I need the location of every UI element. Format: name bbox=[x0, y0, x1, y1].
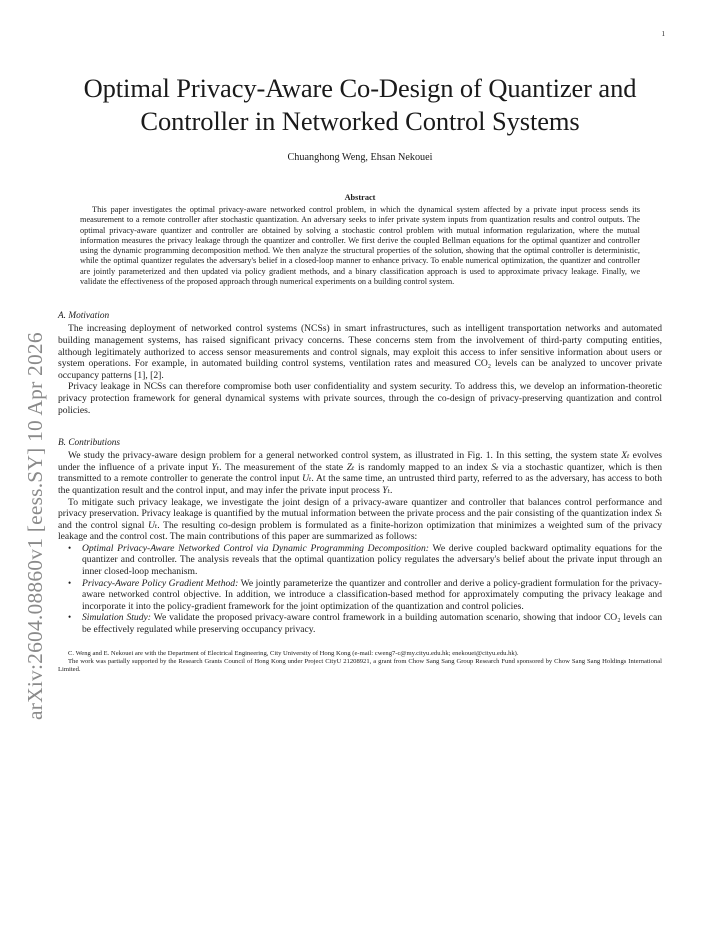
footnote-affiliation: C. Weng and E. Nekouei are with the Department of Electrical Engineering, City University of Hong Kong (e-mail: cweng7-c@my.cityu.edu.hk; enekouei@cityu.edu.hk). bbox=[68, 649, 519, 657]
arxiv-identifier-stamp: arXiv:2604.08860v1 [eess.SY] 10 Apr 2026 bbox=[23, 332, 47, 720]
math-u-t: Uₜ bbox=[148, 519, 158, 531]
list-item bbox=[68, 542, 662, 578]
title-line-1: Optimal Privacy-Aware Co-Design of Quantizer and bbox=[83, 73, 637, 103]
motivation-paragraph-2: Privacy leakage in NCSs can therefore compromise both user confidentiality and system security. To address this, we develop an information-theoretic privacy protection framework for general dynamical systems with private sources, through the co-design of privacy-preserving quantization and control policies. bbox=[58, 381, 662, 416]
bullet-icon: • bbox=[68, 612, 72, 623]
math-z-t: Zₜ bbox=[346, 461, 355, 473]
math-x-t: Xₜ bbox=[621, 450, 630, 462]
paper-content bbox=[58, 0, 662, 674]
math-s-t: Sₜ bbox=[654, 508, 662, 520]
text-run: is randomly mapped to an index bbox=[354, 461, 492, 473]
abstract-text: This paper investigates the optimal privacy-aware networked control problem, in which the dynamical system affected by a private input process sends its measurement to a remote controller after stochastic quantization. An adversary seeks to infer private system inputs from quantization results and control outputs. The optimal privacy-aware quantizer and controller are obtained by solving a stochastic control problem with mutual information regularization, where the mutual information measures the privacy leakage through the quantizer and controller. We first derive the coupled Bellman equations for the optimal quantizer and controller using the dynamic programming decomposition method. We then analyze the structural properties of the solution, showing that the optimal controller is deterministic, while the optimal quantizer regulates the adversary's belief in a closed-loop manner to enhance privacy. To enable numerical optimization, the quantizer and controller are jointly parameterized and then updated via policy gradient methods, and a binary classification approach is used to approximate privacy leakage. Finally, we validate the effectiveness of the proposed approach through numerical experiments on a building control system. bbox=[80, 205, 640, 287]
abstract bbox=[80, 193, 640, 287]
contributions-paragraph-1 bbox=[58, 450, 662, 496]
title-line-2: Controller in Networked Control Systems bbox=[140, 106, 580, 136]
contribution-text: We validate the proposed privacy-aware control framework in a building automation scenario, showing that indoor CO₂ levels can be effectively regulated while preserving occupancy privacy. bbox=[82, 612, 662, 636]
motivation-paragraph-1: The increasing deployment of networked control systems (NCSs) in smart infrastructures, such as intelligent transportation networks and automated building management systems, has raised significant privacy concerns. These concerns stem from the involvement of third-party computing entities, although legitimately authorized to access sensor measurements and control signals, may exploit this access to infer sensitive information about users or system operations. For example, in automated building control systems, ventilation rates and measured CO₂ levels can be analyzed to uncover private occupancy patterns [1], [2]. bbox=[58, 323, 662, 381]
list-item bbox=[68, 577, 663, 613]
text-run: . bbox=[389, 484, 393, 496]
math-u-t: Uₜ bbox=[302, 473, 312, 485]
contributions-paragraph-2 bbox=[58, 497, 662, 543]
math-s-t: Sₜ bbox=[491, 461, 499, 473]
contribution-lead: Privacy-Aware Policy Gradient Method: bbox=[82, 577, 239, 589]
text-run: evolves under the influence of a private input bbox=[58, 450, 662, 473]
math-y-t: Yₜ bbox=[382, 484, 390, 496]
abstract-heading: Abstract bbox=[344, 193, 376, 202]
page-number: 1 bbox=[661, 30, 665, 38]
section-heading-motivation: A. Motivation bbox=[58, 311, 110, 322]
author-list: Chuanghong Weng, Ehsan Nekouei bbox=[287, 152, 433, 163]
contribution-text: We derive coupled backward optimality equations for the quantizer and controller. The analysis reveals that the optimal quantization policy regulates the adversary's belief about the private input through an inner closed-loop mechanism. bbox=[82, 542, 662, 578]
contributions-list bbox=[58, 543, 662, 636]
list-item bbox=[68, 612, 662, 636]
text-run: . The resulting co-design problem is formulated as a finite-horizon optimization that minimizes a weighted sum of the privacy leakage and the control cost. The main contributions of this paper are summarized as follows: bbox=[58, 519, 662, 543]
text-run: . The measurement of the state bbox=[219, 461, 347, 473]
text-run: We study the privacy-aware design problem for a general networked control system, as illustrated in Fig. 1. In this setting, the system state bbox=[68, 450, 622, 462]
text-run: To mitigate such privacy leakage, we investigate the joint design of a privacy-aware quantizer and controller that balances control performance and privacy preservation. Privacy leakage is quantified by the mutual information between the private process and the pair consisting of the quantization index bbox=[58, 496, 662, 520]
text-run: and the control signal bbox=[58, 519, 148, 531]
contribution-lead: Simulation Study: bbox=[82, 612, 151, 624]
text-run: via a stochastic quantizer, which is then transmitted to a remote controller to generate the control input bbox=[58, 461, 663, 485]
math-y-t: Yₜ bbox=[211, 461, 220, 473]
bullet-icon: • bbox=[68, 542, 72, 553]
footnote-funding: The work was partially supported by the Research Grants Council of Hong Kong under Project CityU 21208921, a grant from Chow Sang Sang Group Research Fund sponsored by Chow Sang Sang Holdings International Limited. bbox=[58, 657, 662, 674]
text-run: . At the same time, an untrusted third party, referred to as the adversary, has access to both the quantization result and the control input, and may infer the private input process bbox=[58, 473, 662, 496]
contribution-text: We jointly parameterize the quantizer and controller and derive a policy-gradient formulation for the privacy-aware networked control objective. In addition, we introduce a classification-based method for approximately computing the privacy leakage and incorporate it into the policy-gradient framework for the joint optimization of the quantization and control policies. bbox=[82, 577, 663, 612]
paper-title bbox=[58, 72, 662, 138]
section-heading-contributions: B. Contributions bbox=[58, 438, 120, 449]
footnotes bbox=[58, 650, 662, 675]
bullet-icon: • bbox=[68, 577, 72, 588]
contribution-lead: Optimal Privacy-Aware Networked Control via Dynamic Programming Decomposition: bbox=[82, 542, 429, 554]
